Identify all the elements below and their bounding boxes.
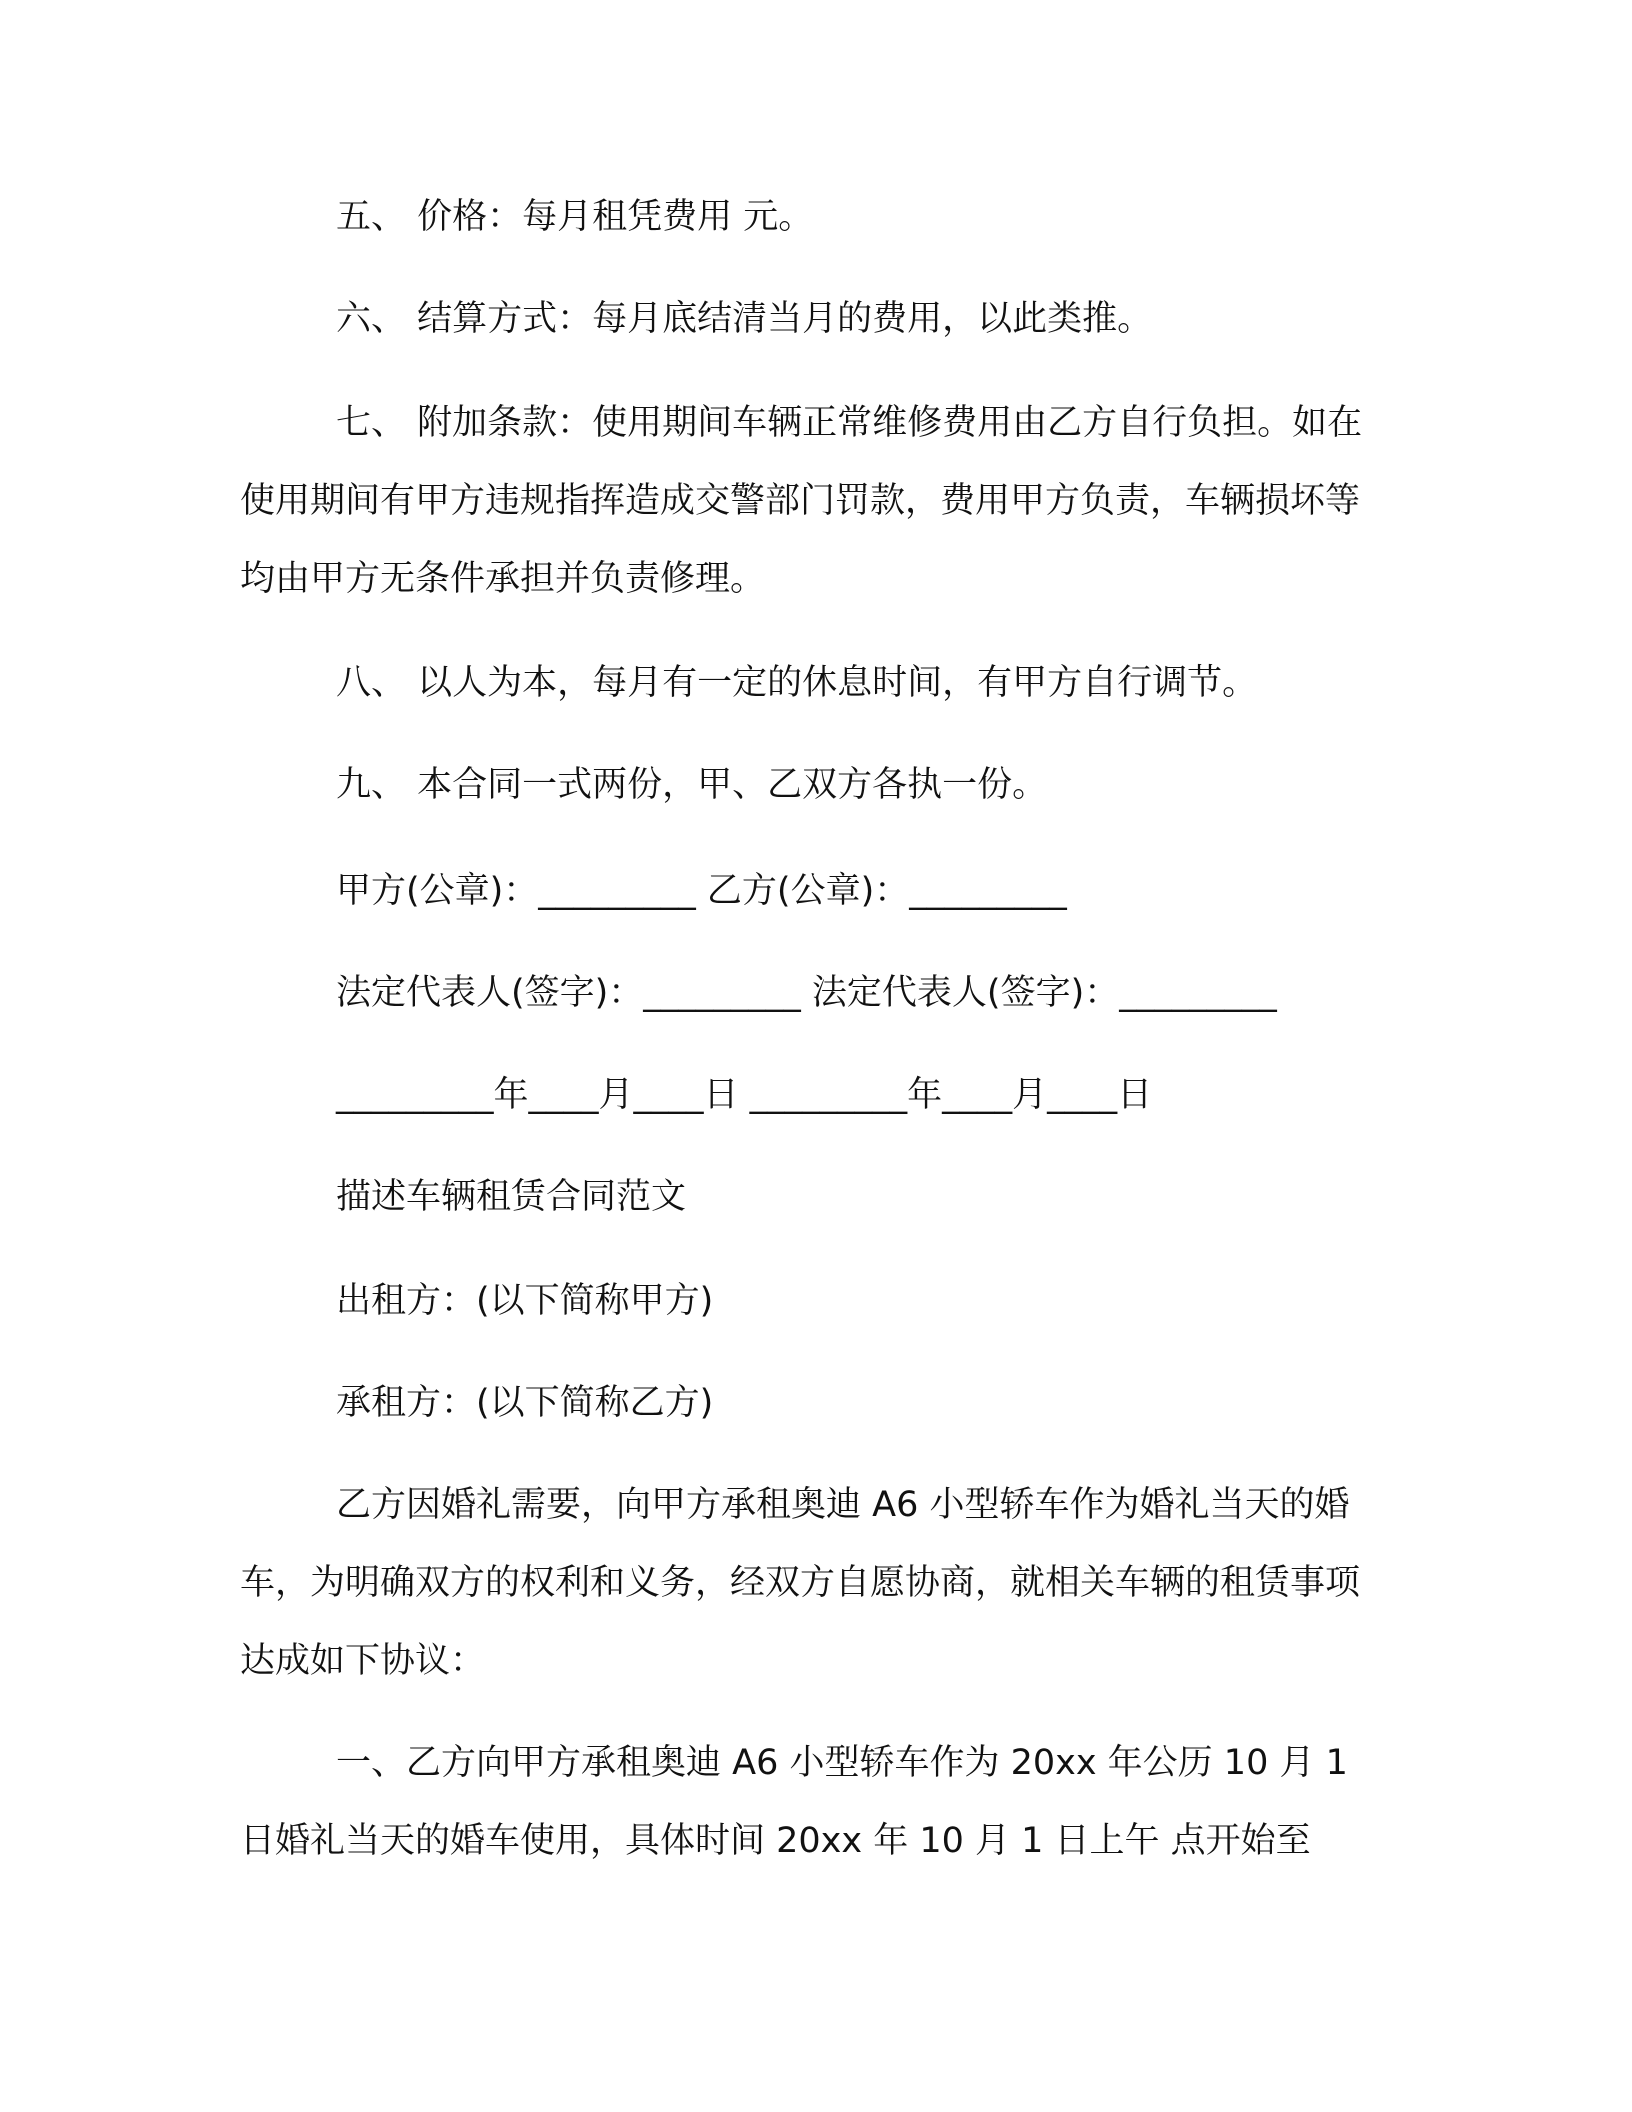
clause-settlement: 六、 结算方式：每月底结清当月的费用，以此类推。	[336, 299, 1153, 339]
clause-additional-terms: 七、 附加条款：使用期间车辆正常维修费用由乙方自行负担。如在使用期间有甲方违规指挥造成交警部门罚款，费用甲方负责，车辆损坏等均由甲方无条件承担并负责修理。	[240, 403, 1363, 599]
document-subtitle: 描述车辆租赁合同范文	[336, 1177, 687, 1217]
clause-one: 一、乙方向甲方承租奥迪 A6 小型轿车作为 20xx 年公历 10 月 1 日婚礼当天的婚车使用，具体时间 20xx 年 10 月 1 日上午 点开始至	[240, 1743, 1348, 1861]
lessor-line: 出租方：(以下简称甲方)	[336, 1281, 714, 1321]
clause-price: 五、 价格：每月租凭费用 元。	[336, 197, 814, 237]
clause-copies: 九、 本合同一式两份，甲、乙双方各执一份。	[336, 765, 1048, 805]
clause-rest-time: 八、 以人为本，每月有一定的休息时间，有甲方自行调节。	[336, 663, 1258, 703]
signature-date-line: _________年____月____日 _________年____月____日	[336, 1075, 1153, 1115]
signature-seal-line: 甲方(公章)：_________ 乙方(公章)：_________	[336, 871, 1067, 911]
intro-paragraph: 乙方因婚礼需要，向甲方承租奥迪 A6 小型轿车作为婚礼当天的婚车，为明确双方的权利和义务，经双方自愿协商，就相关车辆的租赁事项达成如下协议：	[240, 1485, 1361, 1681]
lessee-line: 承租方：(以下简称乙方)	[336, 1383, 714, 1423]
signature-representative-line: 法定代表人(签字)：_________ 法定代表人(签字)：_________	[336, 973, 1277, 1013]
